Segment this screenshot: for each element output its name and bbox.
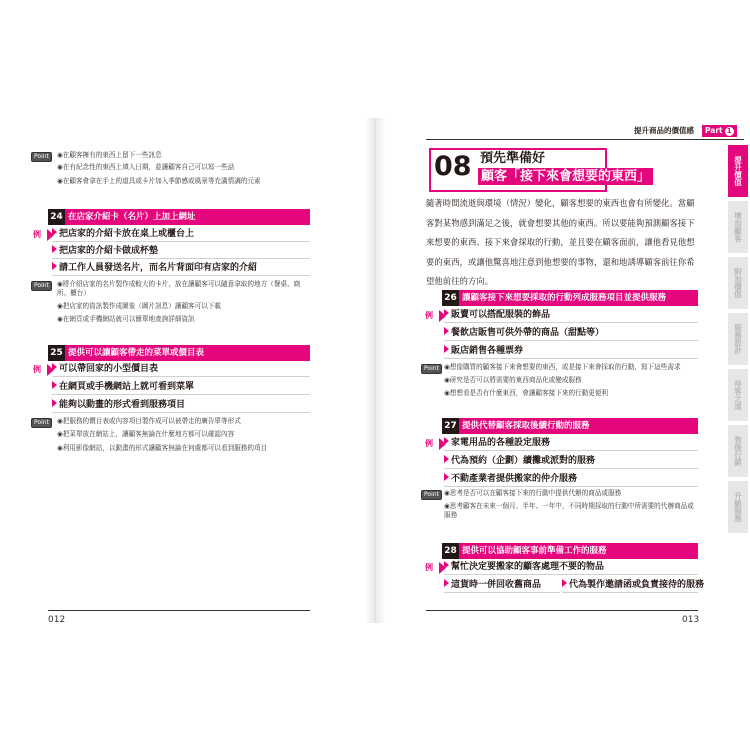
header-rule xyxy=(426,139,744,140)
triangle-bullet-icon xyxy=(444,579,449,587)
point-line: ◉將介紹店家的名片製作成較大的卡片，放在讓顧客可以隨意拿取的地方（餐桌、廁所、櫃台） xyxy=(57,280,301,297)
triangle-bullet-icon xyxy=(444,561,449,569)
right-page xyxy=(378,0,750,750)
point-line: ◉把服務的價目表或內容項目製作成可以被帶走的廣告單等形式 xyxy=(57,417,241,425)
triangle-bullet-icon xyxy=(52,381,57,389)
point-tag: Point xyxy=(421,364,442,374)
point-line: ◉把店家的資訊製作成圖象（圖片訊息）讓顧客可以下載 xyxy=(57,302,222,310)
example-label: 例 xyxy=(425,439,433,448)
section-title: 在店家介紹卡（名片）上加上網址 xyxy=(68,212,196,222)
triangle-bullet-icon xyxy=(444,473,449,481)
section-header-27 xyxy=(442,418,698,434)
section-number: 25 xyxy=(48,345,65,361)
triangle-bullet-icon xyxy=(444,327,449,335)
section-number: 28 xyxy=(442,543,459,559)
section-header-25 xyxy=(48,345,310,361)
point-tag: Point xyxy=(31,418,52,428)
triangle-bullet-icon xyxy=(52,363,57,371)
section-title: 提供代替顧客採取後續行動的服務 xyxy=(462,421,590,431)
example-tag xyxy=(423,562,446,574)
example-item: 不動產業者提供搬家的仲介服務 xyxy=(444,473,698,487)
point-line: ◉思考顧客在未來一個月、半年、一年中，不同時期採取的行動中所需要的代辦商品或服務 xyxy=(444,502,694,519)
page-number: 013 xyxy=(682,615,700,625)
section-title: 提供可以讓顧客帶走的菜單或價目表 xyxy=(68,348,205,358)
chapter-number: 08 xyxy=(434,151,472,182)
triangle-bullet-icon xyxy=(444,309,449,317)
point-line: ◉想想看是否有什麼東西，會讓顧客接下來的行動更便利 xyxy=(444,389,609,397)
side-tab-6: 售後行銷 xyxy=(728,425,748,477)
point-line: ◉在顧客會拿在手上的道具或卡片加入季節感或風景等充滿情調的元素 xyxy=(57,177,261,185)
point-line: ◉在網頁或手機網站就可以簡單地查詢詳細資訊 xyxy=(57,315,195,323)
example-item: 請工作人員發送名片，而名片背面印有店家的介紹 xyxy=(52,262,310,276)
example-item: 把店家的介紹卡放在桌上或櫃台上 xyxy=(52,228,310,242)
chapter-intro: 隨著時間流逝與環境（情況）變化，顧客想要的東西也會有所變化。當顧客對某物感到滿足之後，就會想要其他的東西。所以要能夠預測顧客接下來想要的東西、接下來會採取的行動，並且要在顧客面前，讓他看見他想要的東西，或讓他驚喜地注意到他想要的事物，還和地誘導顧客前往你希望他前往的方向。 xyxy=(426,198,695,287)
point-line: ◉思考是否可以在顧客接下來的行動中提供代辦的商品或服務 xyxy=(444,489,622,497)
side-tab-3: 附加價值 xyxy=(728,257,748,309)
part-number: 1 xyxy=(725,127,734,136)
point-line: ◉利用影像網站，以動畫的形式讓顧客無論在何處都可以看到服務的項目 xyxy=(57,444,268,452)
example-label: 例 xyxy=(33,230,41,239)
triangle-bullet-icon xyxy=(52,262,57,270)
example-item: 能夠以動畫的形式看到服務項目 xyxy=(52,399,310,413)
example-item: 幫忙決定要搬家的顧客處理不要的物品 xyxy=(444,561,698,575)
example-item: 可以帶回家的小型價目表 xyxy=(52,363,310,377)
section-header-26 xyxy=(442,290,698,306)
section-title: 提供可以協助顧客事前準備工作的服務 xyxy=(462,546,607,556)
footer-rule xyxy=(48,610,310,611)
example-item: 代為預約（企劃）續攤或派對的服務 xyxy=(444,455,698,469)
point-tag: Point xyxy=(31,152,52,162)
triangle-bullet-icon xyxy=(52,228,57,236)
side-tab-5: 待客之道 xyxy=(728,369,748,421)
running-header: 提升商品的價值感 xyxy=(634,126,694,135)
example-tag xyxy=(31,364,54,376)
part-badge xyxy=(702,125,737,137)
example-tag xyxy=(31,229,54,241)
triangle-bullet-icon xyxy=(444,437,449,445)
point-line: ◉在有紀念性的東西上填入日期，並讓顧客自己可以寫一些話 xyxy=(57,163,235,171)
example-item: 家電用品的各種設定服務 xyxy=(444,437,698,451)
chapter-title-line2: 顧客「接下來會想要的東西」 xyxy=(478,168,653,185)
example-label: 例 xyxy=(33,365,41,374)
section-header-28 xyxy=(442,543,698,559)
example-item: 餐飲店販售可供外帶的商品（甜點等） xyxy=(444,327,698,341)
side-tab-2: 增加顧客 xyxy=(728,201,748,253)
section-title: 讓顧客接下來想要採取的行動列成服務項目並提供服務 xyxy=(462,293,667,303)
point-line: ◉想像購買的顧客接下來會想要的東西，或是接下來會採取的行動，寫下這些需求 xyxy=(444,363,681,371)
example-item: 這貨時一併回收舊商品 xyxy=(444,579,560,593)
chapter-title-line1: 預先準備好 xyxy=(480,151,546,166)
point-line: ◉研究是否可以將需要的東西商品化或變成服務 xyxy=(444,376,582,384)
section-header-24 xyxy=(48,209,310,225)
triangle-bullet-icon xyxy=(444,345,449,353)
section-number: 27 xyxy=(442,418,459,434)
side-tab-4: 服務設計 xyxy=(728,313,748,365)
triangle-bullet-icon xyxy=(52,245,57,253)
left-page xyxy=(0,0,372,750)
example-item: 販店銷售各種票券 xyxy=(444,345,698,359)
side-tab-1: 提升價值 xyxy=(728,145,748,197)
example-item: 代為製作邀請函或負責接待的服務 xyxy=(562,579,698,593)
example-tag xyxy=(423,310,446,322)
point-line: ◉在顧客擁有的東西上留下一些訊息 xyxy=(57,151,162,159)
example-label: 例 xyxy=(425,563,433,572)
example-label: 例 xyxy=(425,311,433,320)
section-number: 26 xyxy=(442,290,459,306)
point-tag: Point xyxy=(421,490,442,500)
example-tag xyxy=(423,438,446,450)
example-item: 販賣可以搭配服裝的飾品 xyxy=(444,309,698,323)
side-tab-7: 升級服務 xyxy=(728,481,748,533)
triangle-bullet-icon xyxy=(444,455,449,463)
page-number: 012 xyxy=(48,615,66,625)
example-item: 把店家的介紹卡做成杯墊 xyxy=(52,245,310,259)
footer-rule xyxy=(426,610,698,611)
triangle-bullet-icon xyxy=(562,579,567,587)
triangle-bullet-icon xyxy=(52,399,57,407)
section-number: 24 xyxy=(48,209,65,225)
point-line: ◉把菜單放在網站上，讓顧客無論在什麼地方都可以確認內容 xyxy=(57,430,235,438)
point-tag: Point xyxy=(31,281,52,291)
example-item: 在網頁或手機網站上就可看到菜單 xyxy=(52,381,310,395)
part-label: Part xyxy=(705,126,723,135)
